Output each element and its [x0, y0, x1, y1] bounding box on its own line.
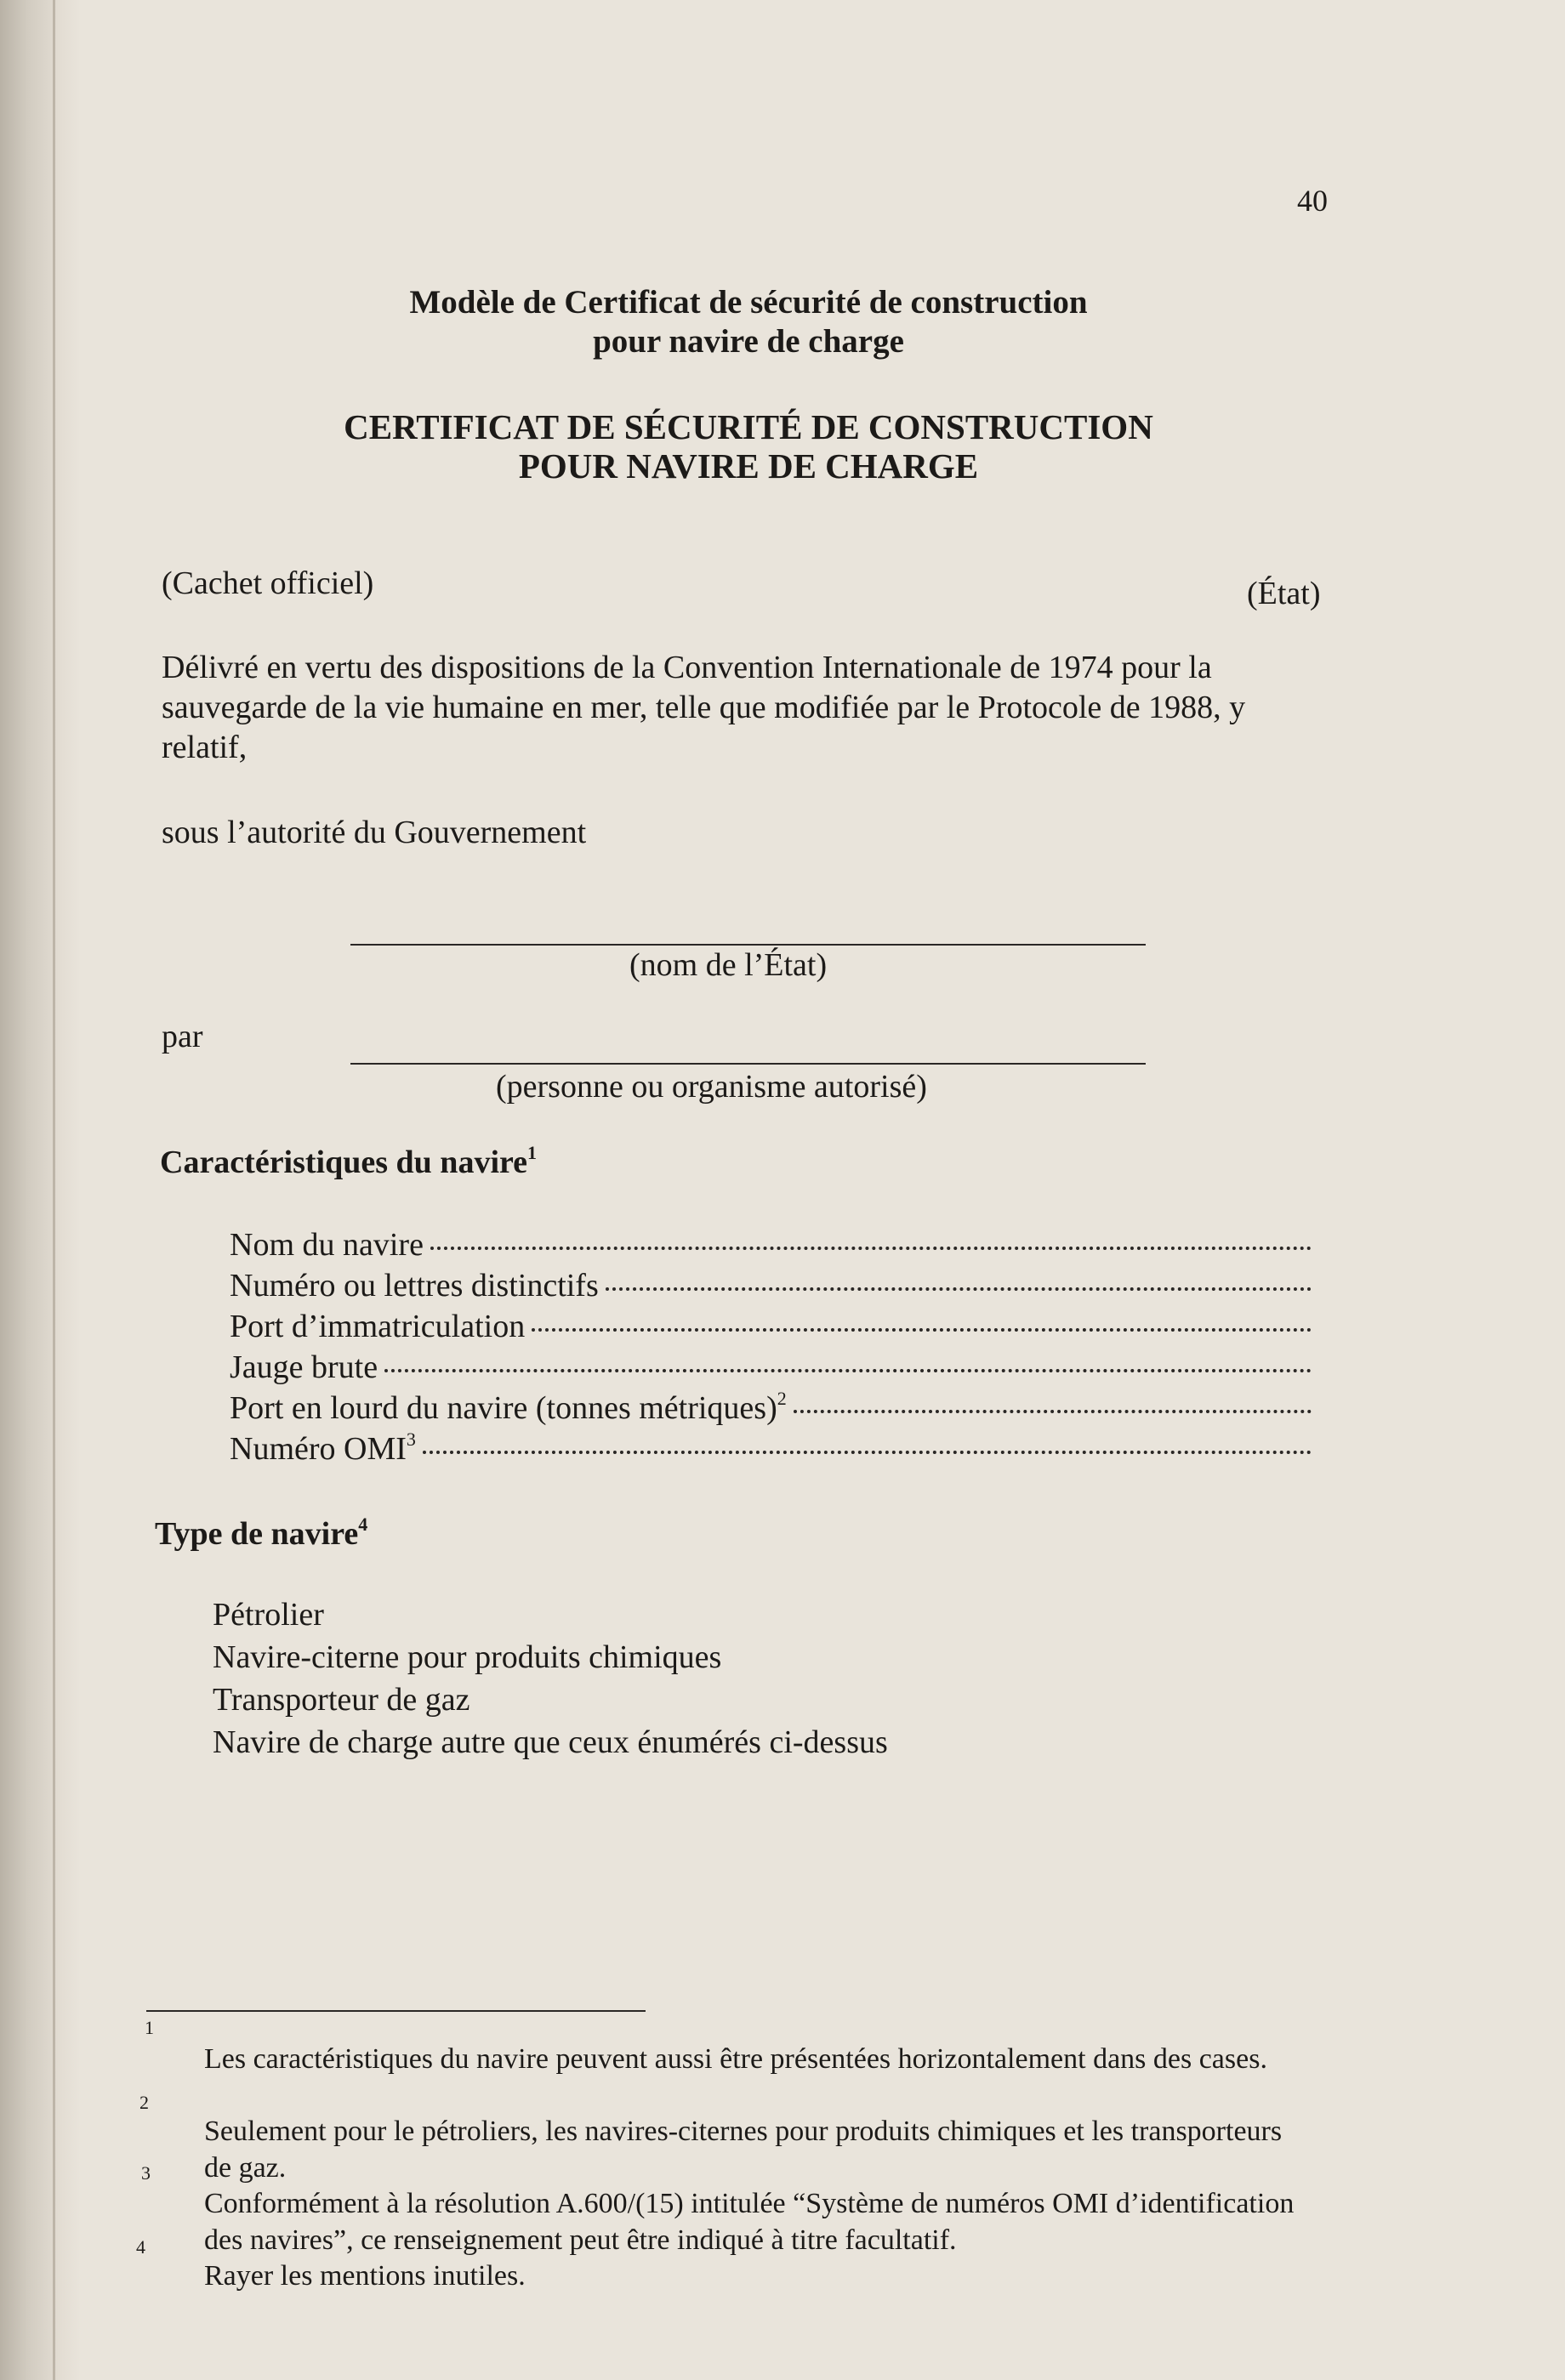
field-label: Numéro ou lettres distinctifs: [230, 1268, 599, 1304]
fill-in-dotted-line: [423, 1451, 1312, 1454]
field-ship-name: [230, 1226, 1312, 1264]
field-gross-tonnage: [230, 1349, 1312, 1386]
issued-under-paragraph: Délivré en vertu des dispositions de la Convention Internationale de 1974 pour la sauvegarde de la vie humaine en mer, telle que modifiée par le Protocole de 1988, y relatif,: [162, 650, 1246, 765]
ship-type-gas-carrier: Transporteur de gaz: [213, 1682, 470, 1718]
footnote-separator: [146, 2010, 646, 2012]
fill-in-dotted-line: [532, 1328, 1312, 1332]
footnote-1: Les caractéristiques du navire peuvent aussi être présentées horizontalement dans des cases.: [204, 2043, 1267, 2075]
field-label: [230, 1389, 787, 1427]
footnote-marker-4: 4: [136, 2236, 145, 2258]
ship-type-chemical-tanker: Navire-citerne pour produits chimiques: [213, 1639, 722, 1675]
field-imo-number: [230, 1430, 1312, 1468]
field-label: Port d’immatriculation: [230, 1309, 526, 1344]
authorized-person-caption: (personne ou organisme autorisé): [496, 1069, 927, 1105]
page-number: 40: [1297, 184, 1328, 218]
footnote-ref: 4: [358, 1514, 368, 1536]
fill-in-dotted-line: [794, 1410, 1312, 1413]
field-deadweight: [230, 1389, 1312, 1427]
fill-in-dotted-line: [430, 1247, 1312, 1250]
field-distinctive-number: [230, 1267, 1312, 1304]
field-label: Jauge brute: [230, 1349, 378, 1385]
fill-in-dotted-line: [606, 1287, 1312, 1291]
footnote-ref: 2: [777, 1388, 787, 1410]
authorized-person-line: [350, 1063, 1146, 1065]
footnote-3: Conformément à la résolution A.600/(15) intitulée “Système de numéros OMI d’identification des navires”, ce renseignement peut être indiqué à titre facultatif.: [204, 2188, 1295, 2256]
field-port-of-registry: [230, 1308, 1312, 1345]
ship-type-heading: [155, 1515, 367, 1553]
footnote-ref: 1: [527, 1142, 538, 1164]
ship-type-other-cargo: Navire de charge autre que ceux énumérés ci-dessus: [213, 1724, 888, 1760]
by-label: par: [162, 1019, 203, 1054]
footnote-4: Rayer les mentions inutiles.: [204, 2260, 526, 2292]
footnote-2: Seulement pour le pétroliers, les navires-citernes pour produits chimiques et les transporteurs de gaz.: [204, 2116, 1283, 2184]
state-name-caption: (nom de l’État): [629, 947, 828, 983]
footnote-ref: 3: [406, 1429, 416, 1451]
state-name-line: [350, 944, 1146, 946]
ship-type-oil-tanker: Pétrolier: [213, 1597, 324, 1633]
model-subtitle-line-1: Modèle de Certificat de sécurité de construction: [409, 284, 1088, 321]
authority-statement: sous l’autorité du Gouvernement: [162, 815, 587, 850]
field-label: Nom du navire: [230, 1227, 424, 1263]
footnote-marker-3: 3: [141, 2162, 151, 2184]
footnote-marker-1: 1: [145, 2017, 154, 2038]
state-label: (État): [1247, 576, 1321, 611]
ship-characteristics-heading: [160, 1144, 537, 1181]
ship-type-heading-text: Type de navire: [155, 1516, 359, 1552]
certificate-title-line-1: CERTIFICAT DE SÉCURITÉ DE CONSTRUCTION: [344, 407, 1153, 446]
ship-characteristics-heading-text: Caractéristiques du navire: [160, 1145, 528, 1180]
footnote-marker-2: 2: [139, 2092, 149, 2113]
field-label-text: Port en lourd du navire (tonnes métriques): [230, 1390, 777, 1426]
field-label: [230, 1430, 416, 1468]
model-subtitle-line-2: pour navire de charge: [593, 323, 904, 360]
official-seal-label: (Cachet officiel): [162, 565, 374, 601]
fill-in-dotted-line: [384, 1369, 1312, 1372]
certificate-title-line-2: POUR NAVIRE DE CHARGE: [518, 446, 979, 486]
field-label-text: Numéro OMI: [230, 1431, 407, 1467]
